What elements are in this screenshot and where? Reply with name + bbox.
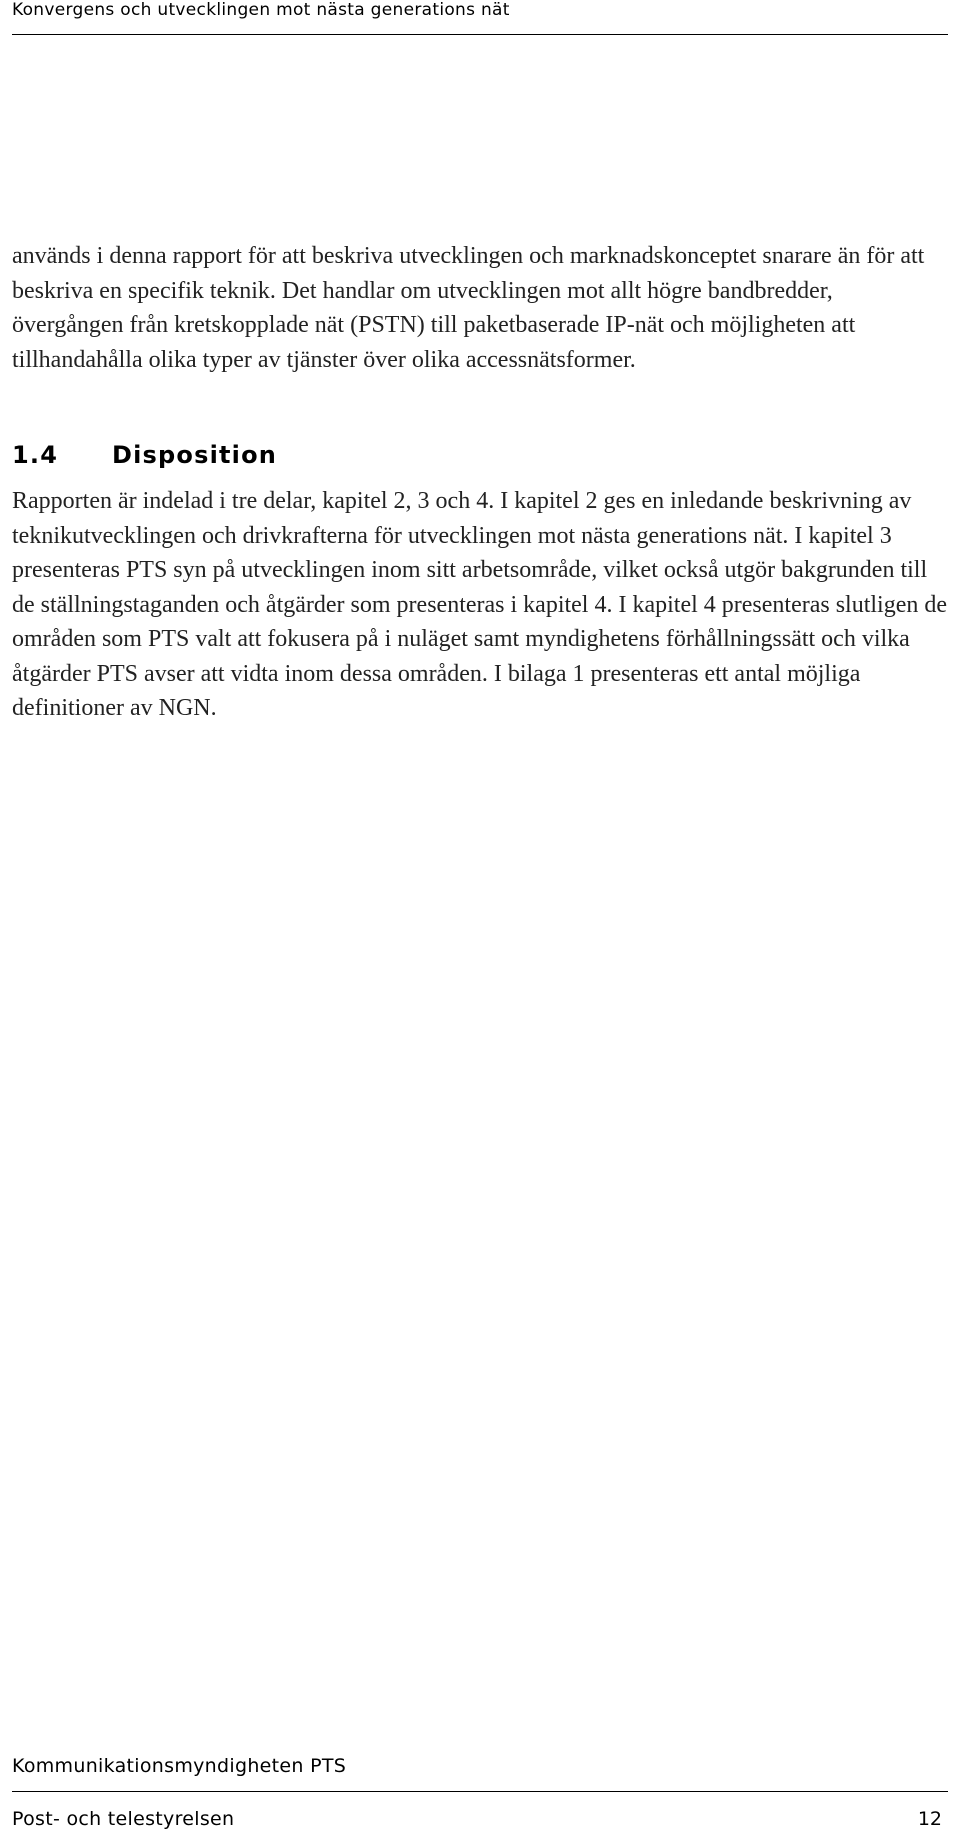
page-header <box>12 0 948 35</box>
section-title: Disposition <box>112 441 278 469</box>
intro-paragraph: används i denna rapport för att beskriva utvecklingen och marknadskonceptet snarare än för att beskriva en specifik teknik. Det handlar om utvecklingen mot allt högre bandbredder, övergången från kretskopplade nät (PSTN) till paketbaserade IP-nät och möjligheten att tillhandahålla olika typer av tjänster över olika accessnätsformer. <box>12 243 925 373</box>
footer-dept: Post- och telestyrelsen <box>12 1808 235 1830</box>
page-footer <box>12 1791 948 1832</box>
footer-org: Kommunikationsmyndigheten PTS <box>12 1755 347 1777</box>
disposition-paragraph: Rapporten är indelad i tre delar, kapitel 2, 3 och 4. I kapitel 2 ges en inledande beskrivning av teknikutvecklingen och drivkrafterna för utvecklingen mot nästa generations nät. I kapitel 3 presenteras PTS syn på utvecklingen inom sitt arbetsområde, vilket också utgör bakgrunden till de ställningstaganden och åtgärder som presenteras i kapitel 4. I kapitel 4 presenteras slutligen de områden som PTS valt att fokusera på i nuläget samt myndighetens förhållningssätt och vilka åtgärder PTS avser att vidta inom dessa områden. I bilaga 1 presenteras ett antal möjliga definitioner av NGN. <box>12 488 948 721</box>
section-heading <box>12 440 277 470</box>
header-title: Konvergens och utvecklingen mot nästa generations nät <box>12 0 510 20</box>
page-number: 12 <box>917 1808 942 1830</box>
section-number: 1.4 <box>12 441 59 469</box>
